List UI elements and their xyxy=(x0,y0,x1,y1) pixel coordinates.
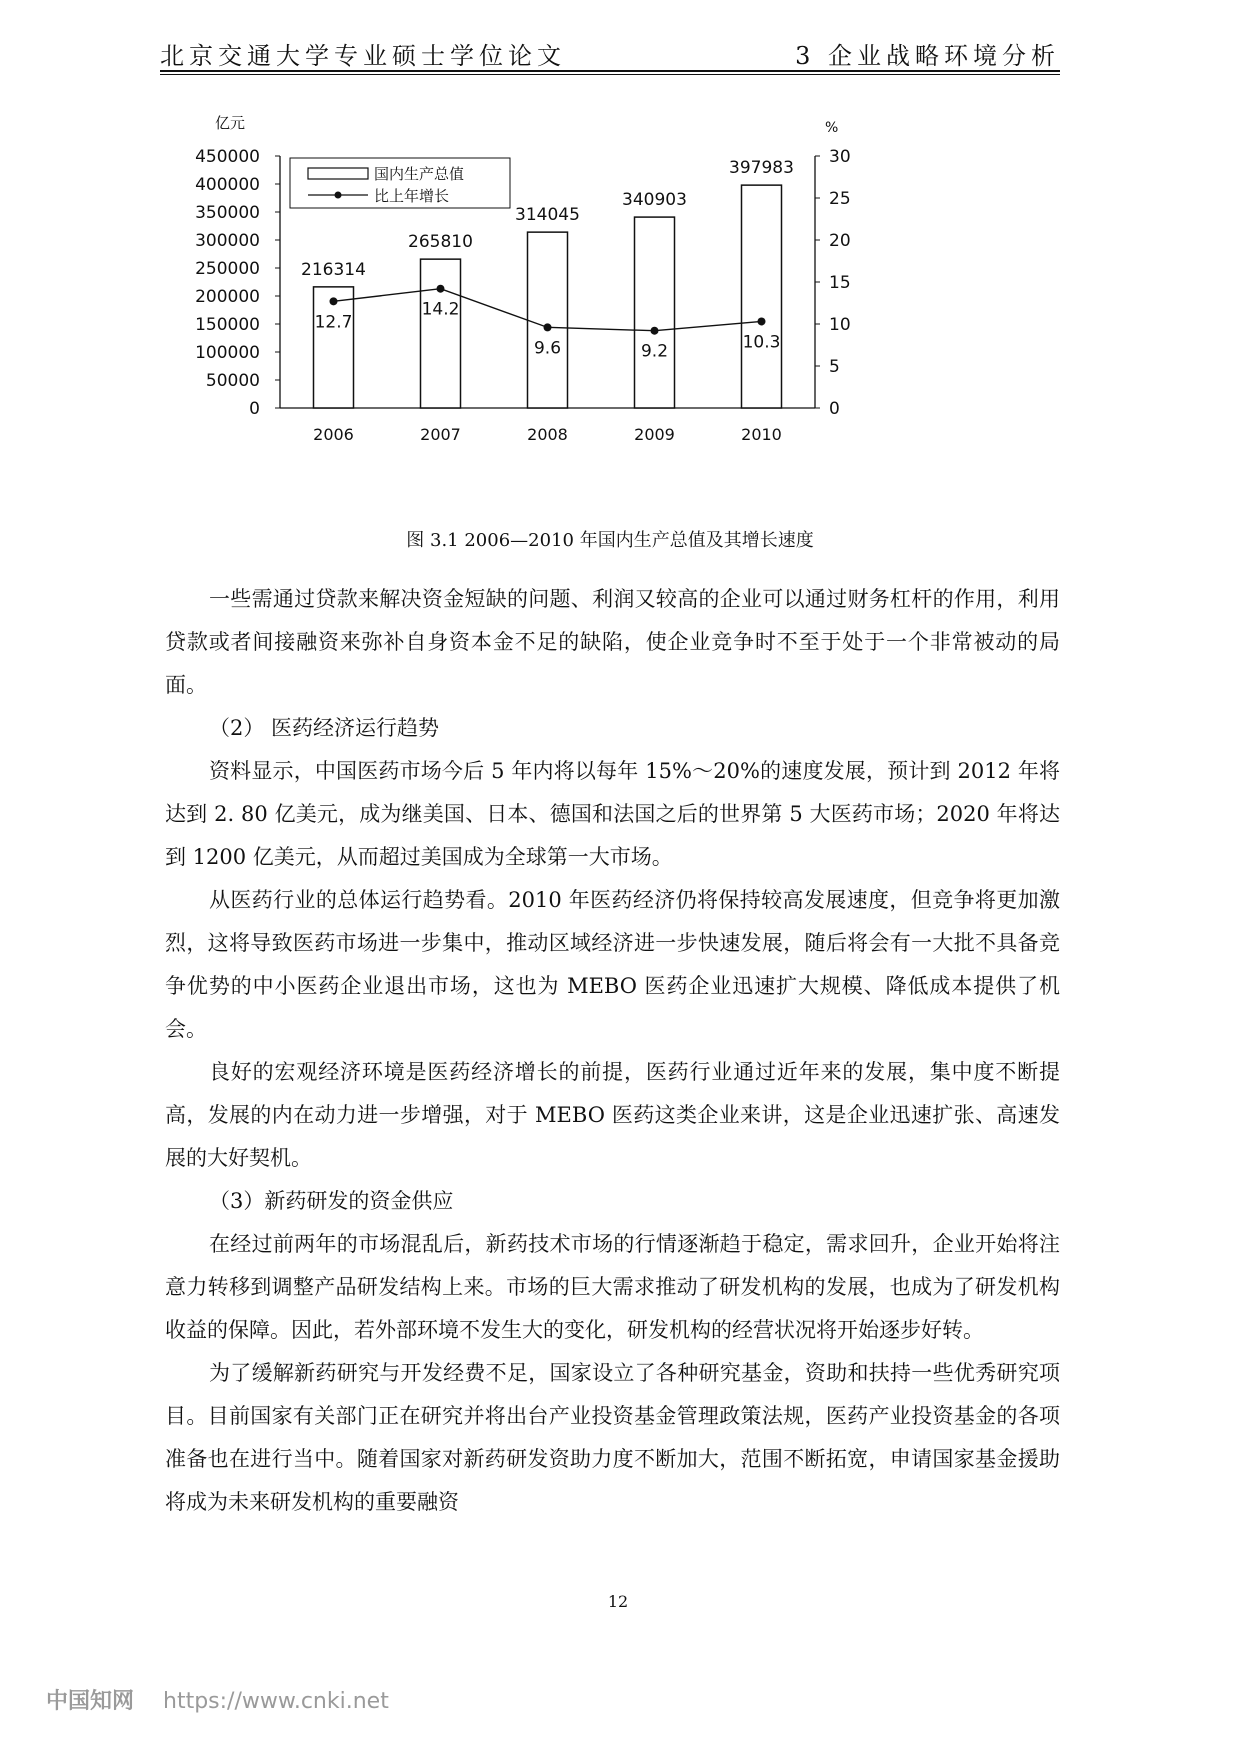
growth-point xyxy=(544,323,552,331)
paragraph-6: 为了缓解新药研究与开发经费不足，国家设立了各种研究基金，资助和扶持一些优秀研究项目。目前国家有关部门正在研究并将出台产业投资基金管理政策法规，医药产业投资基金的各项准备也在进行当中。随着国家对新药研发资助力度不断加大，范围不断拓宽，申请国家基金援助将成为未来研发机构的重要融资 xyxy=(165,1361,1060,1514)
gdp-chart xyxy=(195,114,975,508)
y-tick-label: 450000 xyxy=(195,147,260,167)
paragraph-3: 从医药行业的总体运行趋势看。2010 年医药经济仍将保持较高发展速度，但竞争将更加激烈，这将导致医药市场进一步集中，推动区域经济进一步快速发展，随后将会有一大批不具备竞争优势的中小医药企业退出市场，这也为 MEBO 医药企业迅速扩大规模、降低成本提供了机会。 xyxy=(165,888,1060,1041)
section-heading-2: （2） 医药经济运行趋势 xyxy=(209,716,440,740)
growth-point xyxy=(651,327,659,335)
paragraph-2: 资料显示，中国医药市场今后 5 年内将以每年 15%～20%的速度发展，预计到 2012 年将达到 2. 80 亿美元，成为继美国、日本、德国和法国之后的世界第 5 大医药市场；2020 年将达到 1200 亿美元，从而超过美国成为全球第一大市场。 xyxy=(165,759,1060,869)
paragraph-4: 良好的宏观经济环境是医药经济增长的前提，医药行业通过近年来的发展，集中度不断提高，发展的内在动力进一步增强，对于 MEBO 医药这类企业来讲，这是企业迅速扩张、高速发展的大好契机。 xyxy=(165,1060,1060,1170)
figure-caption: 图 3.1 2006—2010 年国内生产总值及其增长速度 xyxy=(406,530,814,551)
x-tick-label: 2006 xyxy=(313,425,354,444)
paragraph-1: 一些需通过贷款来解决资金短缺的问题、利润又较高的企业可以通过财务杠杆的作用，利用贷款或者间接融资来弥补自身资本金不足的缺陷，使企业竞争时不至于处于一个非常被动的局面。 xyxy=(165,587,1060,697)
gdp-bar xyxy=(635,217,675,408)
header-chapter-title: 3 企业战略环境分析 xyxy=(795,42,1060,70)
gdp-bar-value-label: 340903 xyxy=(622,190,687,211)
legend-line-marker xyxy=(335,192,342,199)
growth-value-label: 12.7 xyxy=(314,312,353,333)
page-number: 12 xyxy=(607,1592,629,1611)
growth-value-label: 14.2 xyxy=(421,299,460,320)
y2-tick-label: 10 xyxy=(829,315,851,335)
y-tick-label: 150000 xyxy=(195,315,260,335)
legend-label-gdp: 国内生产总值 xyxy=(374,165,465,183)
y2-axis-unit-label: % xyxy=(825,120,839,136)
section-heading-3: （3）新药研发的资金供应 xyxy=(209,1189,454,1213)
x-tick-label: 2010 xyxy=(741,425,782,444)
y2-tick-label: 15 xyxy=(829,273,851,293)
gdp-bar-value-label: 265810 xyxy=(408,232,473,253)
gdp-bar xyxy=(528,232,568,408)
watermark-brand: 中国知网 xyxy=(46,1689,135,1714)
x-tick-label: 2007 xyxy=(420,425,461,444)
y2-tick-label: 20 xyxy=(829,231,851,251)
body-text xyxy=(165,578,1060,1524)
y-tick-label: 400000 xyxy=(195,175,260,195)
y-tick-label: 0 xyxy=(249,399,260,419)
gdp-bar-value-label: 216314 xyxy=(301,259,366,280)
legend-label-growth: 比上年增长 xyxy=(374,187,450,205)
growth-point xyxy=(758,317,766,325)
growth-value-label: 9.2 xyxy=(640,341,669,362)
y-tick-label: 100000 xyxy=(195,343,260,363)
watermark-url: https://www.cnki.net xyxy=(163,1689,389,1714)
legend-bar-swatch xyxy=(308,168,368,179)
header-rule xyxy=(160,70,1060,72)
gdp-bar xyxy=(742,185,782,408)
watermark xyxy=(46,1684,389,1715)
growth-value-label: 10.3 xyxy=(742,332,781,353)
y-tick-label: 50000 xyxy=(205,371,260,391)
growth-value-label: 9.6 xyxy=(533,338,562,359)
y-tick-label: 300000 xyxy=(195,231,260,251)
y2-tick-label: 30 xyxy=(829,147,851,167)
x-tick-label: 2008 xyxy=(527,425,568,444)
header-rule-thin xyxy=(160,74,1060,75)
x-tick-label: 2009 xyxy=(634,425,675,444)
y-tick-label: 200000 xyxy=(195,287,260,307)
y-tick-label: 350000 xyxy=(195,203,260,223)
y-axis-unit-label: 亿元 xyxy=(215,114,246,132)
running-header xyxy=(160,36,1060,74)
gdp-bar xyxy=(421,259,461,408)
paragraph-5: 在经过前两年的市场混乱后，新药技术市场的行情逐渐趋于稳定，需求回升，企业开始将注意力转移到调整产品研发结构上来。市场的巨大需求推动了研发机构的发展，也成为了研发机构收益的保障。因此，若外部环境不发生大的变化，研发机构的经营状况将开始逐步好转。 xyxy=(165,1232,1060,1342)
y2-tick-label: 5 xyxy=(829,357,840,377)
header-thesis-title: 北京交通大学专业硕士学位论文 xyxy=(160,42,566,70)
y2-tick-label: 0 xyxy=(829,399,840,419)
gdp-bar-value-label: 314045 xyxy=(515,205,580,226)
y2-tick-label: 25 xyxy=(829,189,851,209)
growth-point xyxy=(437,285,445,293)
gdp-bar-value-label: 397983 xyxy=(729,158,794,179)
y-tick-label: 250000 xyxy=(195,259,260,279)
growth-point xyxy=(330,297,338,305)
